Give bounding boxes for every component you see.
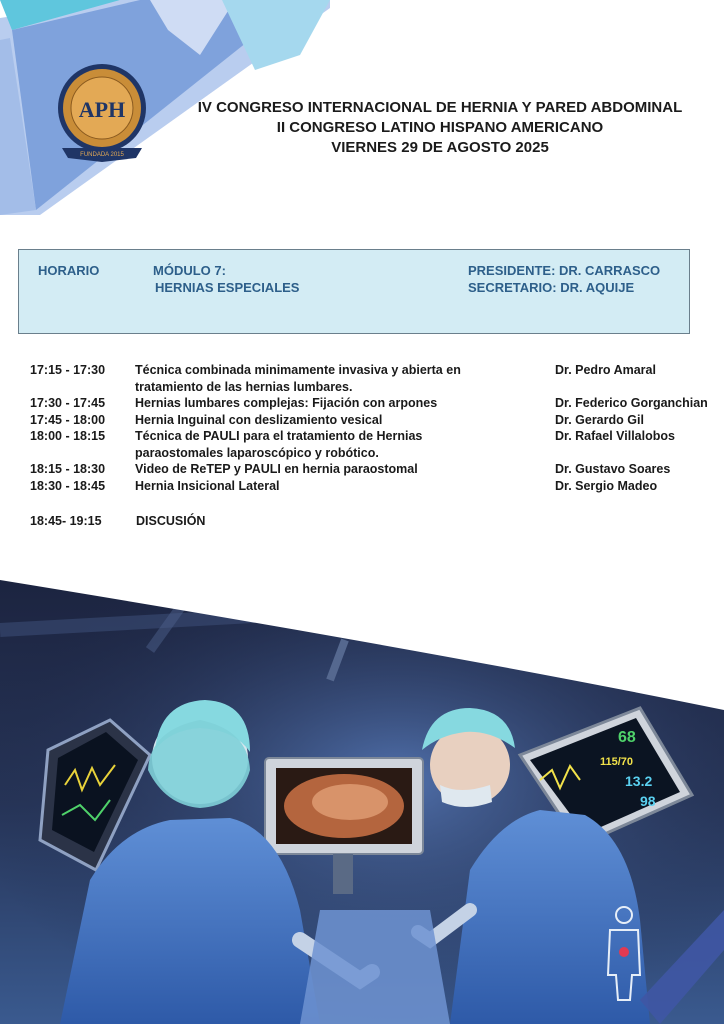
svg-text:APH: APH [78, 97, 126, 122]
schedule-topic: Hernias lumbares complejas: Fijación con arpones [135, 396, 438, 410]
congress-title: IV CONGRESO INTERNACIONAL DE HERNIA Y PARED ABDOMINAL [197, 99, 683, 116]
operating-room-photo [0, 580, 724, 1024]
schedule-topic: Técnica de PAULI para el tratamiento de Hernias paraostomales laparoscópico y robótico. [135, 429, 423, 460]
header-titles [190, 98, 690, 158]
schedule-topic: Video de ReTEP y PAULI en hernia paraostomal [135, 462, 418, 476]
schedule-row [30, 362, 720, 395]
schedule-time: 18:15 - 18:30 [30, 462, 106, 476]
schedule-speaker: Dr. Federico Gorganchian [555, 396, 708, 410]
module-subtitle: HERNIAS ESPECIALES [155, 280, 300, 295]
schedule-speaker: Dr. Gerardo Gil [555, 412, 644, 427]
schedule-topic: Hernia Inguinal con deslizamiento vesical [135, 412, 383, 427]
schedule-row [30, 412, 720, 429]
horario-label: HORARIO [38, 263, 100, 278]
event-date: VIERNES 29 DE AGOSTO 2025 [331, 139, 549, 156]
aph-logo [56, 62, 148, 166]
schedule-row [30, 428, 720, 461]
schedule-topic: Técnica combinada minimamente invasiva y abierta en tratamiento de las hernias lumbares. [135, 363, 461, 394]
schedule-list [30, 362, 720, 494]
vital-heart-rate: 68 [618, 729, 636, 746]
module-president: PRESIDENTE: DR. CARRASCO [468, 263, 661, 278]
discussion-label: DISCUSIÓN [136, 514, 206, 528]
vital-reading-4: 98 [640, 793, 656, 809]
schedule-topic: Hernia Insicional Lateral [135, 478, 280, 493]
schedule-time: 17:30 - 17:45 [30, 396, 106, 410]
schedule-speaker: Dr. Pedro Amaral [555, 363, 656, 377]
schedule-speaker: Dr. Gustavo Soares [555, 462, 671, 476]
vital-reading-3: 13.2 [625, 773, 653, 789]
vital-blood-pressure: 115/70 [600, 756, 634, 768]
schedule-row [30, 395, 720, 412]
module-title: MÓDULO 7: [153, 263, 226, 278]
schedule-speaker: Dr. Rafael Villalobos [555, 429, 675, 443]
schedule-time: 18:00 - 18:15 [30, 429, 106, 443]
svg-text:FUNDADA 2015: FUNDADA 2015 [80, 152, 124, 158]
module-info-box [18, 249, 690, 334]
schedule-row [30, 461, 720, 478]
schedule-time: 17:15 - 17:30 [30, 363, 106, 377]
schedule-row [30, 478, 720, 495]
module-secretary: SECRETARIO: DR. AQUIJE [468, 280, 635, 295]
schedule-speaker: Dr. Sergio Madeo [555, 478, 658, 493]
congress-subtitle: II CONGRESO LATINO HISPANO AMERICANO [276, 119, 604, 136]
schedule-time: 17:45 - 18:00 [30, 412, 106, 427]
schedule-time: 18:30 - 18:45 [30, 478, 106, 493]
discussion-time: 18:45- 19:15 [30, 514, 102, 528]
